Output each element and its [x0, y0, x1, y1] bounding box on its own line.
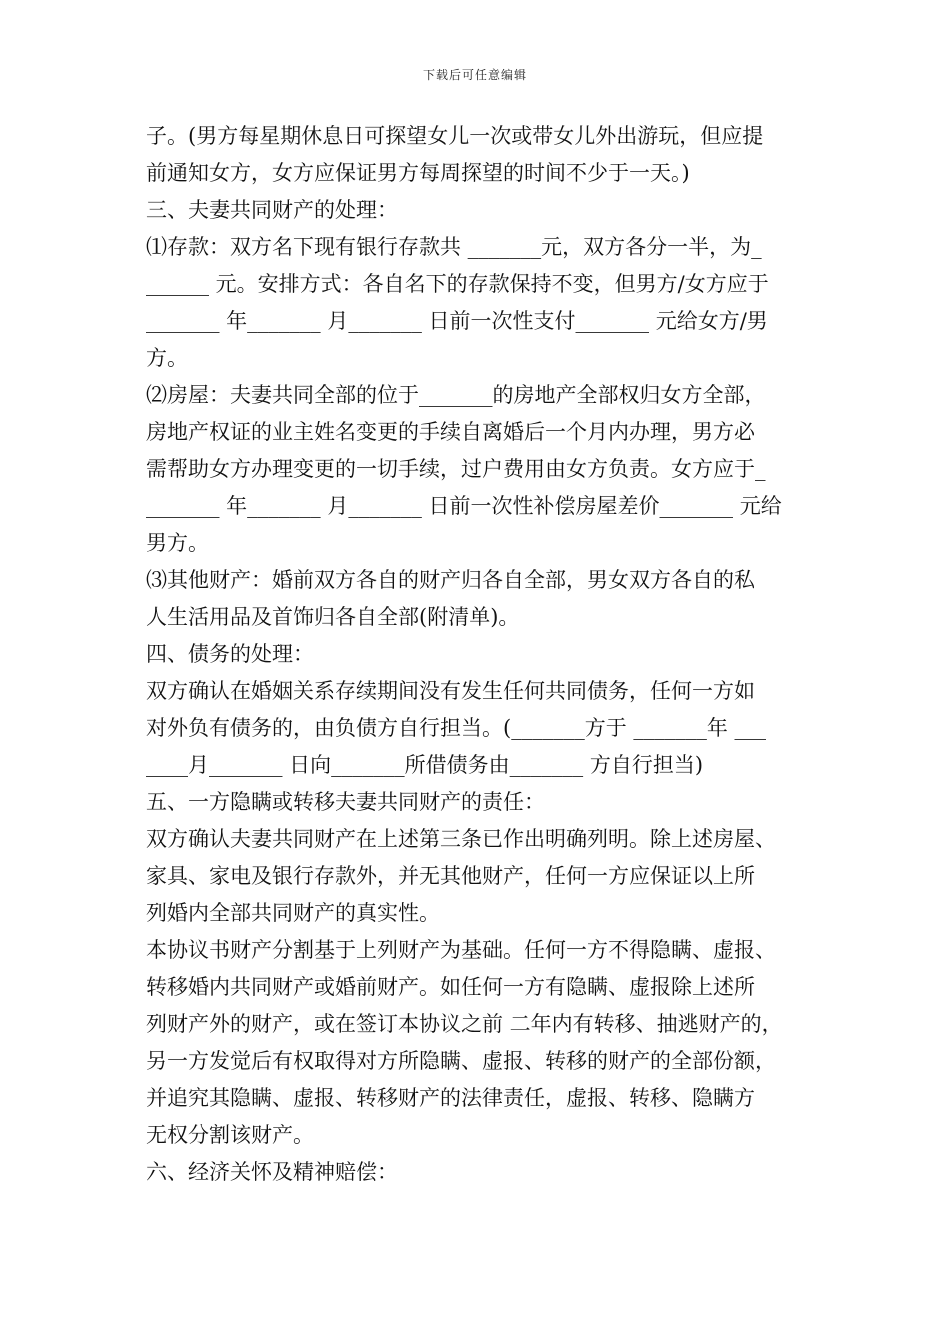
- body-line: 列婚内全部共同财产的真实性。: [146, 901, 440, 925]
- document-body: [146, 118, 814, 1191]
- section-heading: 五、一方隐瞒或转移夫妻共同财产的责任：: [146, 790, 545, 814]
- body-line: ⑴存款：双方名下现有银行存款共 _______元，双方各分一半，为_: [146, 235, 762, 259]
- body-line: ⑵房屋：夫妻共同全部的位于_______的房地产全部权归女方全部，: [146, 383, 766, 407]
- body-line: 子。(男方每星期休息日可探望女儿一次或带女儿外出游玩，但应提: [146, 124, 764, 148]
- section-heading: 三、夫妻共同财产的处理：: [146, 198, 398, 222]
- body-line: 双方确认夫妻共同财产在上述第三条已作出明确列明。除上述房屋、: [146, 827, 776, 851]
- body-line: 房地产权证的业主姓名变更的手续自离婚后一个月内办理，男方必: [146, 420, 755, 444]
- body-line: 列财产外的财产，或在签订本协议之前 二年内有转移、抽逃财产的，: [146, 1012, 783, 1036]
- body-line: ____月_______ 日向_______所借债务由_______ 方自行担当): [146, 753, 704, 777]
- body-line: 需帮助女方办理变更的一切手续，过户费用由女方负责。女方应于_: [146, 457, 766, 481]
- body-line: 人生活用品及首饰归各自全部(附清单)。: [146, 605, 520, 629]
- section-heading: 六、经济关怀及精神赔偿：: [146, 1160, 398, 1184]
- body-line: 男方。: [146, 531, 209, 555]
- body-line: 本协议书财产分割基于上列财产为基础。任何一方不得隐瞒、虚报、: [146, 938, 776, 962]
- body-line: 前通知女方，女方应保证男方每周探望的时间不少于一天。): [146, 161, 690, 185]
- body-line: 另一方发觉后有权取得对方所隐瞒、虚报、转移的财产的全部份额，: [146, 1049, 776, 1073]
- body-line: 并追究其隐瞒、虚报、转移财产的法律责任，虚报、转移、隐瞒方: [146, 1086, 755, 1110]
- page-header: 下载后可任意编辑: [422, 68, 527, 82]
- body-line: 无权分割该财产。: [146, 1123, 314, 1147]
- body-line: ______ 元。安排方式：各自名下的存款保持不变，但男方/女方应于: [146, 272, 769, 296]
- body-line: ⑶其他财产：婚前双方各自的财产归各自全部，男女双方各自的私: [146, 568, 755, 592]
- section-heading: 四、债务的处理：: [146, 642, 314, 666]
- body-line: 家具、家电及银行存款外，并无其他财产，任何一方应保证以上所: [146, 864, 755, 888]
- body-line: 对外负有债务的，由负债方自行担当。(_______方于 _______年 ___: [146, 716, 767, 740]
- body-line: 方。: [146, 346, 188, 370]
- body-line: 转移婚内共同财产或婚前财产。如任何一方有隐瞒、虚报除上述所: [146, 975, 755, 999]
- body-line: _______ 年_______ 月_______ 日前一次性支付_______ 元给女方/男: [146, 309, 768, 333]
- body-line: _______ 年_______ 月_______ 日前一次性补偿房屋差价_______ 元给: [146, 494, 782, 518]
- body-line: 双方确认在婚姻关系存续期间没有发生任何共同债务，任何一方如: [146, 679, 755, 703]
